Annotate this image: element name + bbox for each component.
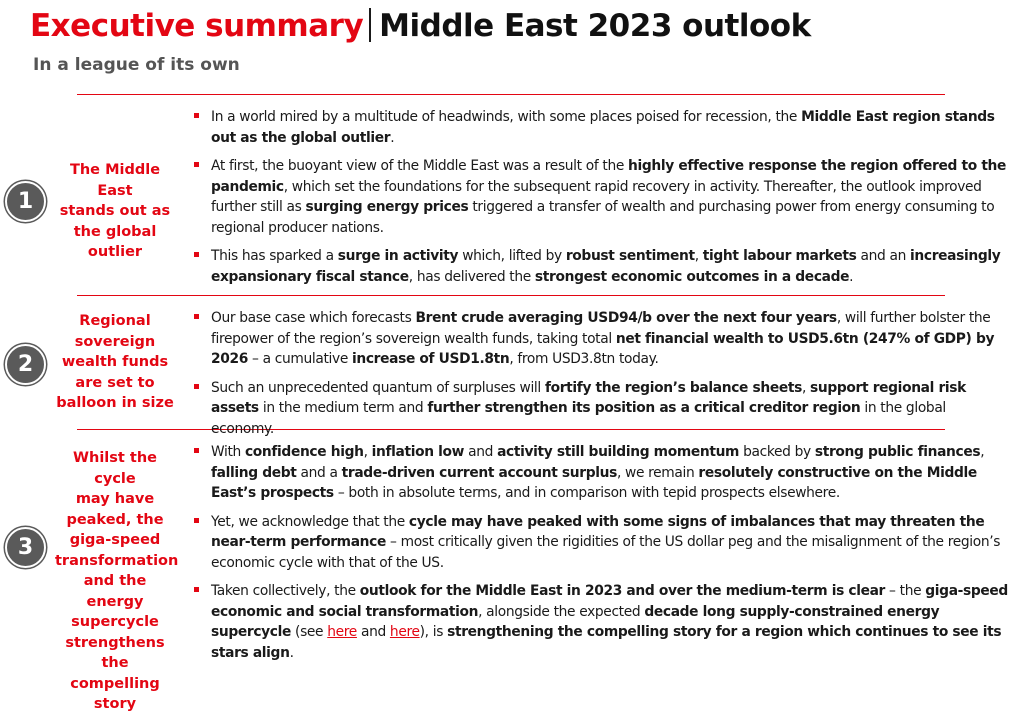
text-run: and an	[856, 248, 911, 264]
bullet-item	[193, 378, 1008, 440]
text-run: backed by	[739, 444, 815, 460]
bold-text: surge in activity	[337, 248, 459, 264]
bold-text: highly effective response the region offered to the pandemic	[211, 158, 1007, 195]
section-label-line: outlier	[87, 244, 143, 260]
section-label-line: The Middle East	[69, 162, 161, 199]
bold-text: resolutely constructive on the Middle East’s prospects	[211, 464, 977, 501]
bullet-square-icon	[194, 314, 199, 319]
section-1-label	[55, 160, 175, 263]
text-run: ,	[801, 379, 811, 396]
bullet-square-icon	[194, 448, 199, 453]
section-label-line: peaked, the	[66, 511, 164, 528]
text-run: , we remain	[616, 464, 699, 481]
bullet-item	[193, 246, 1008, 287]
page-subtitle: In a league of its own	[33, 55, 240, 75]
section-3-bullets	[193, 442, 1008, 671]
section-label-line: may have	[75, 491, 155, 507]
bold-text: further strengthen its position as a critical creditor region	[427, 400, 861, 416]
section-label-line: strengthens the	[65, 634, 165, 671]
section-label-line: are set to	[75, 374, 155, 391]
section-3-number-badge: 3	[5, 527, 46, 568]
bold-text: robust sentiment	[565, 248, 695, 264]
page-title	[30, 6, 811, 52]
text-run: Yet, we acknowledge that the	[211, 513, 409, 530]
text-run: – the	[885, 583, 926, 599]
bullet-item	[193, 156, 1008, 238]
text-run: ,	[363, 444, 372, 460]
text-run: which, lifted by	[458, 248, 566, 264]
bold-text: trade-driven current account surplus	[341, 464, 617, 481]
bullet-item	[193, 442, 1008, 504]
text-run: , has delivered the	[408, 268, 535, 285]
text-run: ), is	[419, 624, 448, 640]
section-label-line: sovereign	[74, 333, 156, 350]
text-run: Such an unprecedented quantum of surpluses will	[211, 379, 545, 396]
section-1-number-badge: 1	[5, 181, 46, 222]
bullet-square-icon	[194, 384, 199, 389]
bold-text: strongest economic outcomes in a decade	[534, 268, 850, 285]
bold-text: Brent crude averaging USD94/b over the next four years	[415, 310, 837, 326]
text-run: Taken collectively, the	[211, 583, 360, 599]
bullet-item	[193, 308, 1008, 370]
section-label-line: the global	[73, 223, 157, 240]
text-run: At first, the buoyant view of the Middle East was a result of the	[211, 158, 629, 174]
text-run: and	[356, 624, 390, 640]
bold-text: fortify the region’s balance sheets	[544, 379, 802, 396]
title-black: Middle East 2023 outlook	[379, 8, 811, 44]
section-label-line: wealth funds	[61, 354, 169, 370]
text-run: Our base case which forecasts	[211, 310, 416, 326]
section-3-label	[55, 448, 179, 715]
bold-text: surging energy prices	[305, 199, 469, 215]
bold-text: support regional risk assets	[211, 379, 966, 416]
text-run: .	[849, 268, 854, 285]
title-divider	[369, 8, 371, 42]
text-run: With	[211, 444, 245, 460]
text-run: .	[289, 644, 294, 661]
bullet-square-icon	[194, 252, 199, 257]
text-run: , from USD3.8tn today.	[509, 351, 659, 367]
text-run: , alongside the expected	[478, 603, 645, 620]
bold-text: tight labour markets	[702, 248, 857, 264]
bold-text: inflation low	[371, 444, 465, 460]
bold-text: decade long supply-constrained energy supercycle	[211, 603, 940, 640]
section-1-bullets	[193, 107, 1008, 295]
bullet-square-icon	[194, 162, 199, 167]
divider-top	[77, 94, 945, 95]
text-run: triggered a transfer of wealth and purchasing power from energy consuming to regional producer nations.	[211, 199, 995, 236]
section-label-line: stands out as	[59, 203, 171, 219]
here-link[interactable]: here	[389, 624, 420, 640]
text-run: – both in absolute terms, and in comparison with tepid prospects elsewhere.	[333, 485, 840, 501]
text-run: , will further bolster the firepower of the region’s sovereign wealth funds, taking total	[211, 310, 991, 347]
bullet-item	[193, 581, 1008, 663]
text-run: – most critically given the rigidities of the US dollar peg and the misalignment of the region’s economic cycle with that of the US.	[211, 534, 1001, 571]
divider-1	[77, 295, 945, 296]
text-run: .	[390, 129, 395, 146]
bold-text: increasingly expansionary fiscal stance	[211, 248, 1001, 285]
bold-text: Middle East region stands out as the global outlier	[211, 109, 995, 146]
text-run: and a	[296, 464, 342, 481]
bullet-square-icon	[194, 518, 199, 523]
section-label-line: Whilst the cycle	[73, 450, 157, 487]
bullet-item	[193, 107, 1008, 148]
section-label-line: story	[93, 696, 137, 712]
bullet-item	[193, 512, 1008, 574]
bold-text: falling debt	[211, 464, 297, 481]
bold-text: confidence high	[244, 444, 364, 460]
text-run: – a cumulative	[248, 351, 352, 367]
bullet-square-icon	[194, 587, 199, 592]
section-2-number-badge: 2	[5, 344, 46, 385]
section-label-line: transformation	[55, 552, 179, 569]
bold-text: net financial wealth to USD5.6tn (247% of GDP) by 2026	[211, 330, 995, 367]
text-run: and	[464, 444, 498, 460]
section-label-line: compelling	[70, 675, 160, 692]
text-run: , which set the foundations for the subsequent rapid recovery in activity. Thereafter, the outlook improved further still as	[211, 178, 982, 215]
title-red: Executive summary	[30, 8, 364, 44]
bullet-square-icon	[194, 113, 199, 118]
text-run: This has sparked a	[211, 248, 338, 264]
text-run: In a world mired by a multitude of headwinds, with some places poised for recession, the	[211, 109, 802, 125]
bold-text: outlook for the Middle East in 2023 and over the medium-term is clear	[359, 583, 886, 599]
here-link[interactable]: here	[327, 624, 357, 640]
section-label-line: and the energy	[83, 573, 147, 610]
section-label-line: giga-speed	[69, 532, 161, 548]
text-run: in the global economy.	[211, 400, 946, 437]
section-2-bullets	[193, 308, 1008, 447]
section-label-line: supercycle	[71, 614, 159, 630]
bold-text: increase of USD1.8tn	[352, 351, 510, 367]
text-run: ,	[980, 444, 985, 460]
section-label-line: balloon in size	[56, 395, 174, 411]
bold-text: strengthening the compelling story for a region which continues to see its stars align	[211, 624, 1002, 661]
bold-text: strong public finances	[814, 444, 981, 460]
text-run: ,	[694, 248, 703, 264]
bold-text: giga-speed economic and social transformation	[211, 583, 1008, 620]
bold-text: activity still building momentum	[497, 444, 740, 460]
text-run: in the medium term and	[258, 400, 428, 416]
bold-text: cycle may have peaked with some signs of imbalances that may threaten the near-term performance	[211, 513, 985, 550]
section-label-line: Regional	[79, 313, 151, 329]
text-run: (see	[291, 624, 328, 640]
section-2-label	[55, 311, 175, 414]
